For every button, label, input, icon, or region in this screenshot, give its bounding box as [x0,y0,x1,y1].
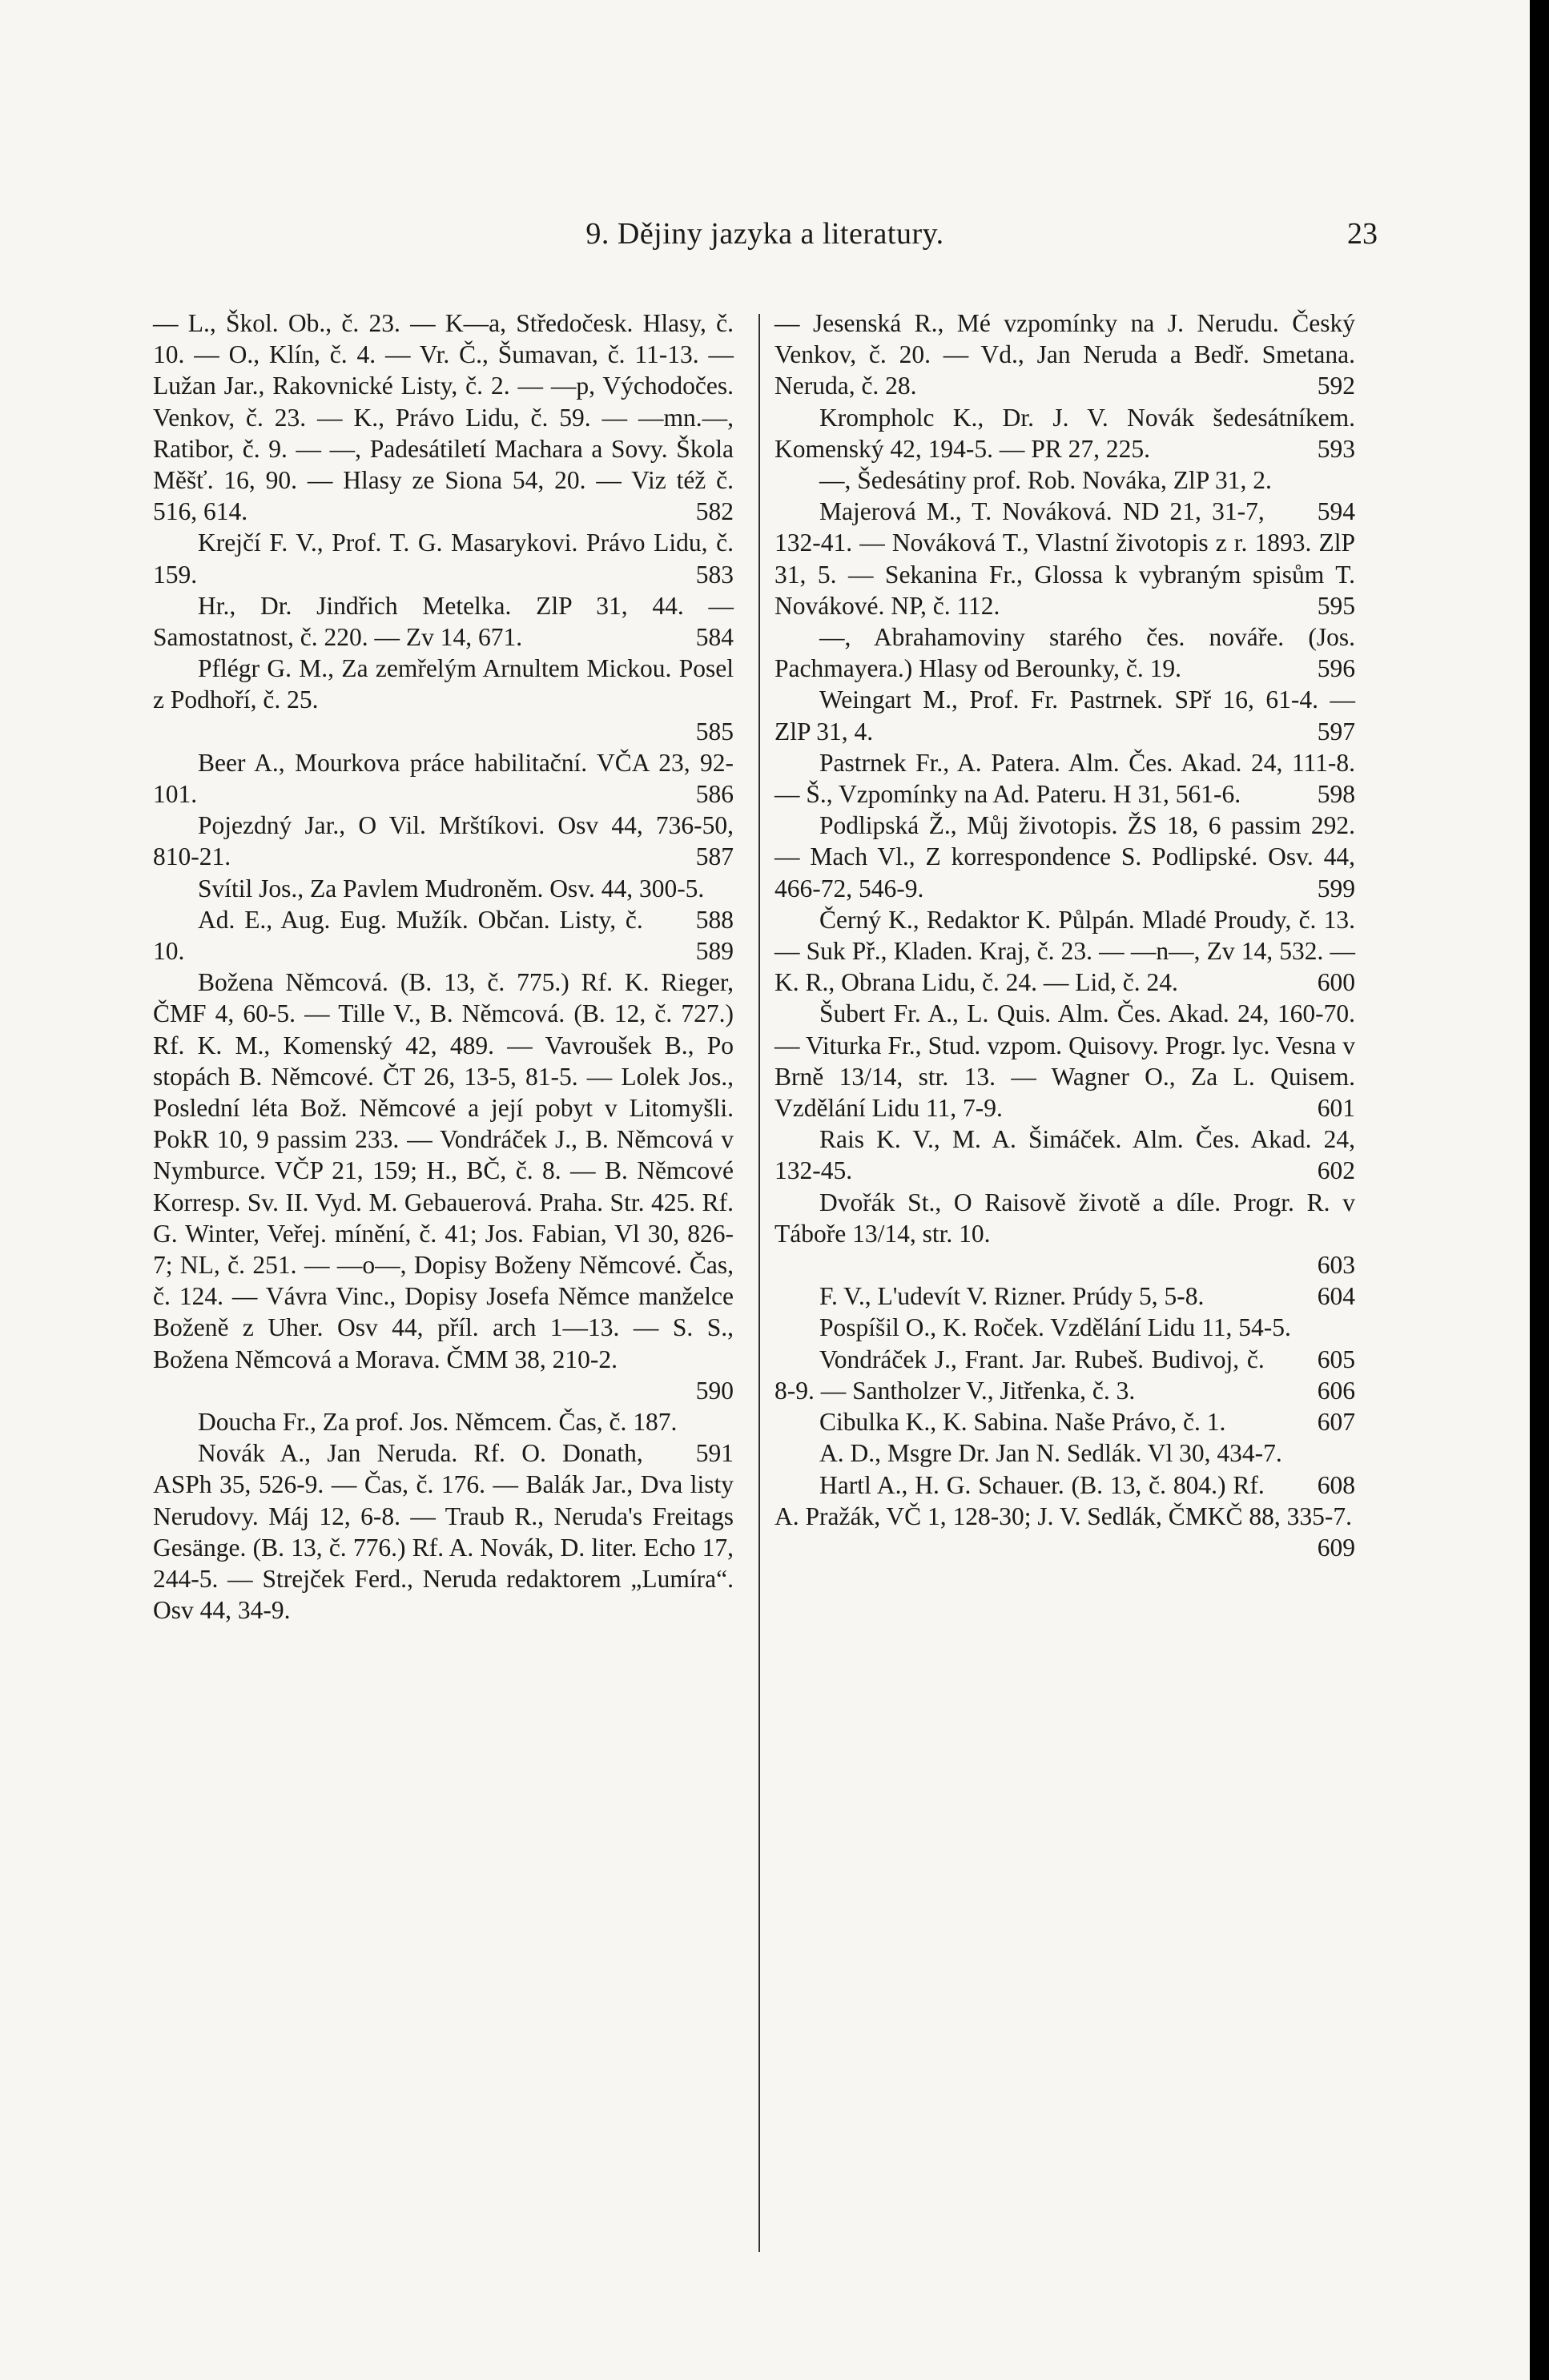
bibliography-entry: —, Abrahamoviny starého čes. nováře. (Jos. Pachmayera.) Hlasy od Berounky, č. 19. 596 [774,623,1355,683]
bibliography-entry: Hr., Dr. Jindřich Metelka. ZlP 31, 44. — Samostatnost, č. 220. — Zv 14, 671. 584 [153,591,734,652]
bibliography-entry: Pojezdný Jar., O Vil. Mrštíkovi. Osv 44, 736-50, 810-21. 587 [153,811,734,871]
bibliography-entry: Rais K. V., M. A. Šimáček. Alm. Čes. Akad. 24, 132-45. 602 [774,1125,1355,1185]
bibliography-entry: Beer A., Mourkova práce habilitační. VČA 23, 92-101. 586 [153,748,734,809]
bibliography-entry: Pospíšil O., K. Roček. Vzdělání Lidu 11, 54-5. 605 [819,1313,1355,1373]
entry-number: 603 [1317,1251,1355,1280]
bibliography-entry: Podlipská Ž., Můj životopis. ŽS 18, 6 passim 292. — Mach Vl., Z korrespondence S. Podlipské. Osv. 44, 466-72, 546-9. 599 [774,811,1355,903]
bibliography-entry: — L., Škol. Ob., č. 23. — K—a, Středočesk. Hlasy, č. 10. — O., Klín, č. 4. — Vr. Č., Šumavan, č. 11-13. — Lužan Jar., Rakovnické Listy, č. 2. — —p, Východočes. Venkov, č. 23. — K., Právo Lidu, č. 59. — —mn.—, Ratibor, č. 9. — —, Padesátiletí Machara a Sovy. Škola Měšť. 16, 90. — Hlasy ze Siona 54, 20. — Viz též č. 516, 614. 582 [153,309,734,526]
bibliography-entry: Ad. E., Aug. Eug. Mužík. Občan. Listy, č. 10. 589 [153,905,734,966]
bibliography-entry: Weingart M., Prof. Fr. Pastrnek. SPř 16, 61-4. — ZlP 31, 4. 597 [774,685,1355,746]
bibliography-entry: Novák A., Jan Neruda. Rf. O. Donath, ASPh 35, 526-9. — Čas, č. 176. — Balák Jar., Dva listy Nerudovy. Máj 12, 6-8. — Traub R., Neruda's Freitags Gesänge. (B. 13, č. 776.) Rf. A. Novák, D. liter. Echo 17, 244-5. — Strejček Ferd., Neruda redaktorem „Lumíra“. Osv 44, 34-9. [153,1439,734,1625]
bibliography-entry: Krejčí F. V., Prof. T. G. Masarykovi. Právo Lidu, č. 159. 583 [153,529,734,589]
bibliography-entry: Černý K., Redaktor K. Půlpán. Mladé Proudy, č. 13. — Suk Př., Kladen. Kraj, č. 23. — —n—, Zv 14, 532. — K. R., Obrana Lidu, č. 24. — Lid, č. 24. 600 [774,905,1355,997]
page-header [152,216,1378,272]
running-title: 9. Dějiny jazyka a literatury. [585,217,944,251]
entry-number: 590 [695,1376,734,1405]
bibliography-entry: Doucha Fr., Za prof. Jos. Němcem. Čas, č. 187. 591 [198,1408,734,1468]
bibliography-entry: F. V., L'udevít V. Rizner. Prúdy 5, 5-8. 604 [819,1282,1355,1311]
bibliography-entry: Hartl A., H. G. Schauer. (B. 13, č. 804.) Rf. A. Pražák, VČ 1, 128-30; J. V. Sedlák, ČMKČ 88, 335-7. 609 [774,1470,1355,1562]
bibliography-entry: Vondráček J., Frant. Jar. Rubeš. Budivoj, č. 8-9. — Santholzer V., Jitřenka, č. 3. 606 [774,1345,1355,1405]
left-column [153,308,734,1626]
bibliography-entry: Pflégr G. M., Za zemřelým Arnultem Mickou. Posel z Podhoří, č. 25. [153,654,734,714]
bibliography-entry: Krompholc K., Dr. J. V. Novák šedesátníkem. Komenský 42, 194-5. — PR 27, 225. 593 [774,403,1355,463]
bibliography-entry: Majerová M., T. Nováková. ND 21, 31-7, 132-41. — Nováková T., Vlastní životopis z r. 1893. ZlP 31, 5. — Sekanina Fr., Glossa k vybraným spisům T. Novákové. NP, č. 112. 595 [774,497,1355,620]
entry-number: 585 [695,717,734,746]
bibliography-entry: Dvořák St., O Raisově životě a díle. Progr. R. v Táboře 13/14, str. 10. [774,1188,1355,1248]
bibliography-entry: — Jesenská R., Mé vzpomínky na J. Nerudu. Český Venkov, č. 20. — Vd., Jan Neruda a Bedř. Smetana. Neruda, č. 28. 592 [774,309,1355,400]
bibliography-entry: —, Šedesátiny prof. Rob. Nováka, ZlP 31, 2. 594 [819,466,1355,526]
column-divider [758,314,760,2252]
bibliography-entry: A. D., Msgre Dr. Jan N. Sedlák. Vl 30, 434-7. 608 [819,1439,1355,1499]
bibliography-entry: Svítil Jos., Za Pavlem Mudroněm. Osv. 44, 300-5. 588 [198,874,734,934]
right-column [774,308,1355,1563]
bibliography-entry: Cibulka K., K. Sabina. Naše Právo, č. 1. 607 [819,1408,1355,1437]
bibliography-entry: Božena Němcová. (B. 13, č. 775.) Rf. K. Rieger, ČMF 4, 60-5. — Tille V., B. Němcová. (B. 12, č. 727.) Rf. K. M., Komenský 42, 489. — Vavroušek B., Po stopách B. Němcové. ČT 26, 13-5, 81-5. — Lolek Jos., Poslední léta Bož. Němcové a její pobyt v Litomyšli. PokR 10, 9 passim 233. — Vondráček J., B. Němcová v Nymburce. VČP 21, 159; H., BČ, č. 8. — B. Němcové Korresp. Sv. II. Vyd. M. Gebauerová. Praha. Str. 425. Rf. G. Winter, Veřej. mínění, č. 41; Jos. Fabian, Vl 30, 826-7; NL, č. 251. — —o—, Dopisy Boženy Němcové. Čas, č. 124. — Vávra Vinc., Dopisy Josefa Němce manželce Boženě z Uher. Osv 44, příl. arch 1—13. — S. S., Božena Němcová a Morava. ČMM 38, 210-2. [153,968,734,1373]
bibliography-entry: Pastrnek Fr., A. Patera. Alm. Čes. Akad. 24, 111-8. — Š., Vzpomínky na Ad. Pateru. H 31, 561-6. 598 [774,748,1355,809]
page-number: 23 [1347,217,1378,251]
bibliography-entry: Šubert Fr. A., L. Quis. Alm. Čes. Akad. 24, 160-70. — Viturka Fr., Stud. vzpom. Quisovy. Progr. lyc. Vesna v Brně 13/14, str. 13. — Wagner O., Za L. Quisem. Vzdělání Lidu 11, 7-9. 601 [774,999,1355,1123]
